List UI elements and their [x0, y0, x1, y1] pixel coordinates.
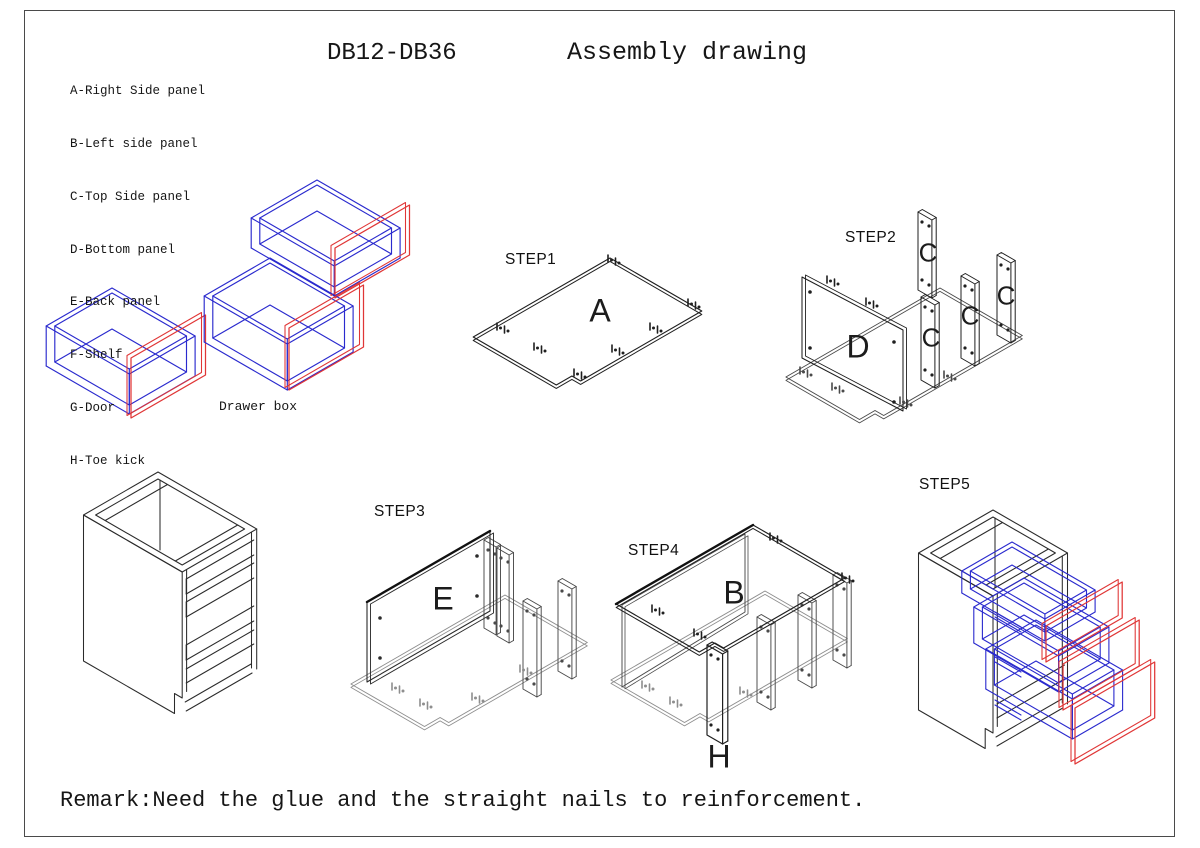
step4-label: STEP4 — [628, 542, 680, 559]
part-letter-d: D — [846, 328, 870, 365]
step1-figure — [473, 255, 702, 388]
step1-label: STEP1 — [505, 251, 557, 268]
model-number: DB12-DB36 — [327, 40, 457, 67]
parts-list-item: B-Left side panel — [70, 136, 198, 151]
part-letter-b: B — [723, 574, 745, 611]
part-letter-c4: C — [921, 322, 941, 353]
parts-list-item: G-Door — [70, 400, 116, 415]
remark-note: Remark:Need the glue and the straight nails to reinforcement. — [60, 788, 866, 813]
parts-list-item: E-Back panel — [70, 295, 161, 310]
page-title: Assembly drawing — [567, 38, 808, 67]
drawer-box-caption: Drawer box — [219, 399, 298, 414]
parts-list-item: A-Right Side panel — [70, 84, 206, 99]
part-letter-c1: C — [918, 237, 938, 268]
parts-list-item: H-Toe kick — [70, 453, 146, 468]
part-letter-e: E — [432, 580, 454, 617]
step2-label: STEP2 — [845, 229, 897, 246]
part-letter-a: A — [589, 292, 611, 329]
part-letter-c3: C — [960, 300, 980, 331]
step5-figure — [919, 510, 1155, 764]
part-letter-h: H — [707, 738, 731, 775]
cabinet-carcass-figure — [84, 472, 257, 714]
parts-list-item: D-Bottom panel — [70, 242, 176, 257]
parts-list — [70, 48, 205, 505]
parts-list-item: F-Shelf — [70, 348, 123, 363]
parts-list-item: C-Top Side panel — [70, 189, 191, 204]
step3-label: STEP3 — [374, 503, 426, 520]
step3-figure — [351, 531, 587, 730]
part-letter-c2: C — [996, 280, 1016, 311]
step2-figure — [786, 210, 1022, 423]
step5-label: STEP5 — [919, 476, 971, 493]
